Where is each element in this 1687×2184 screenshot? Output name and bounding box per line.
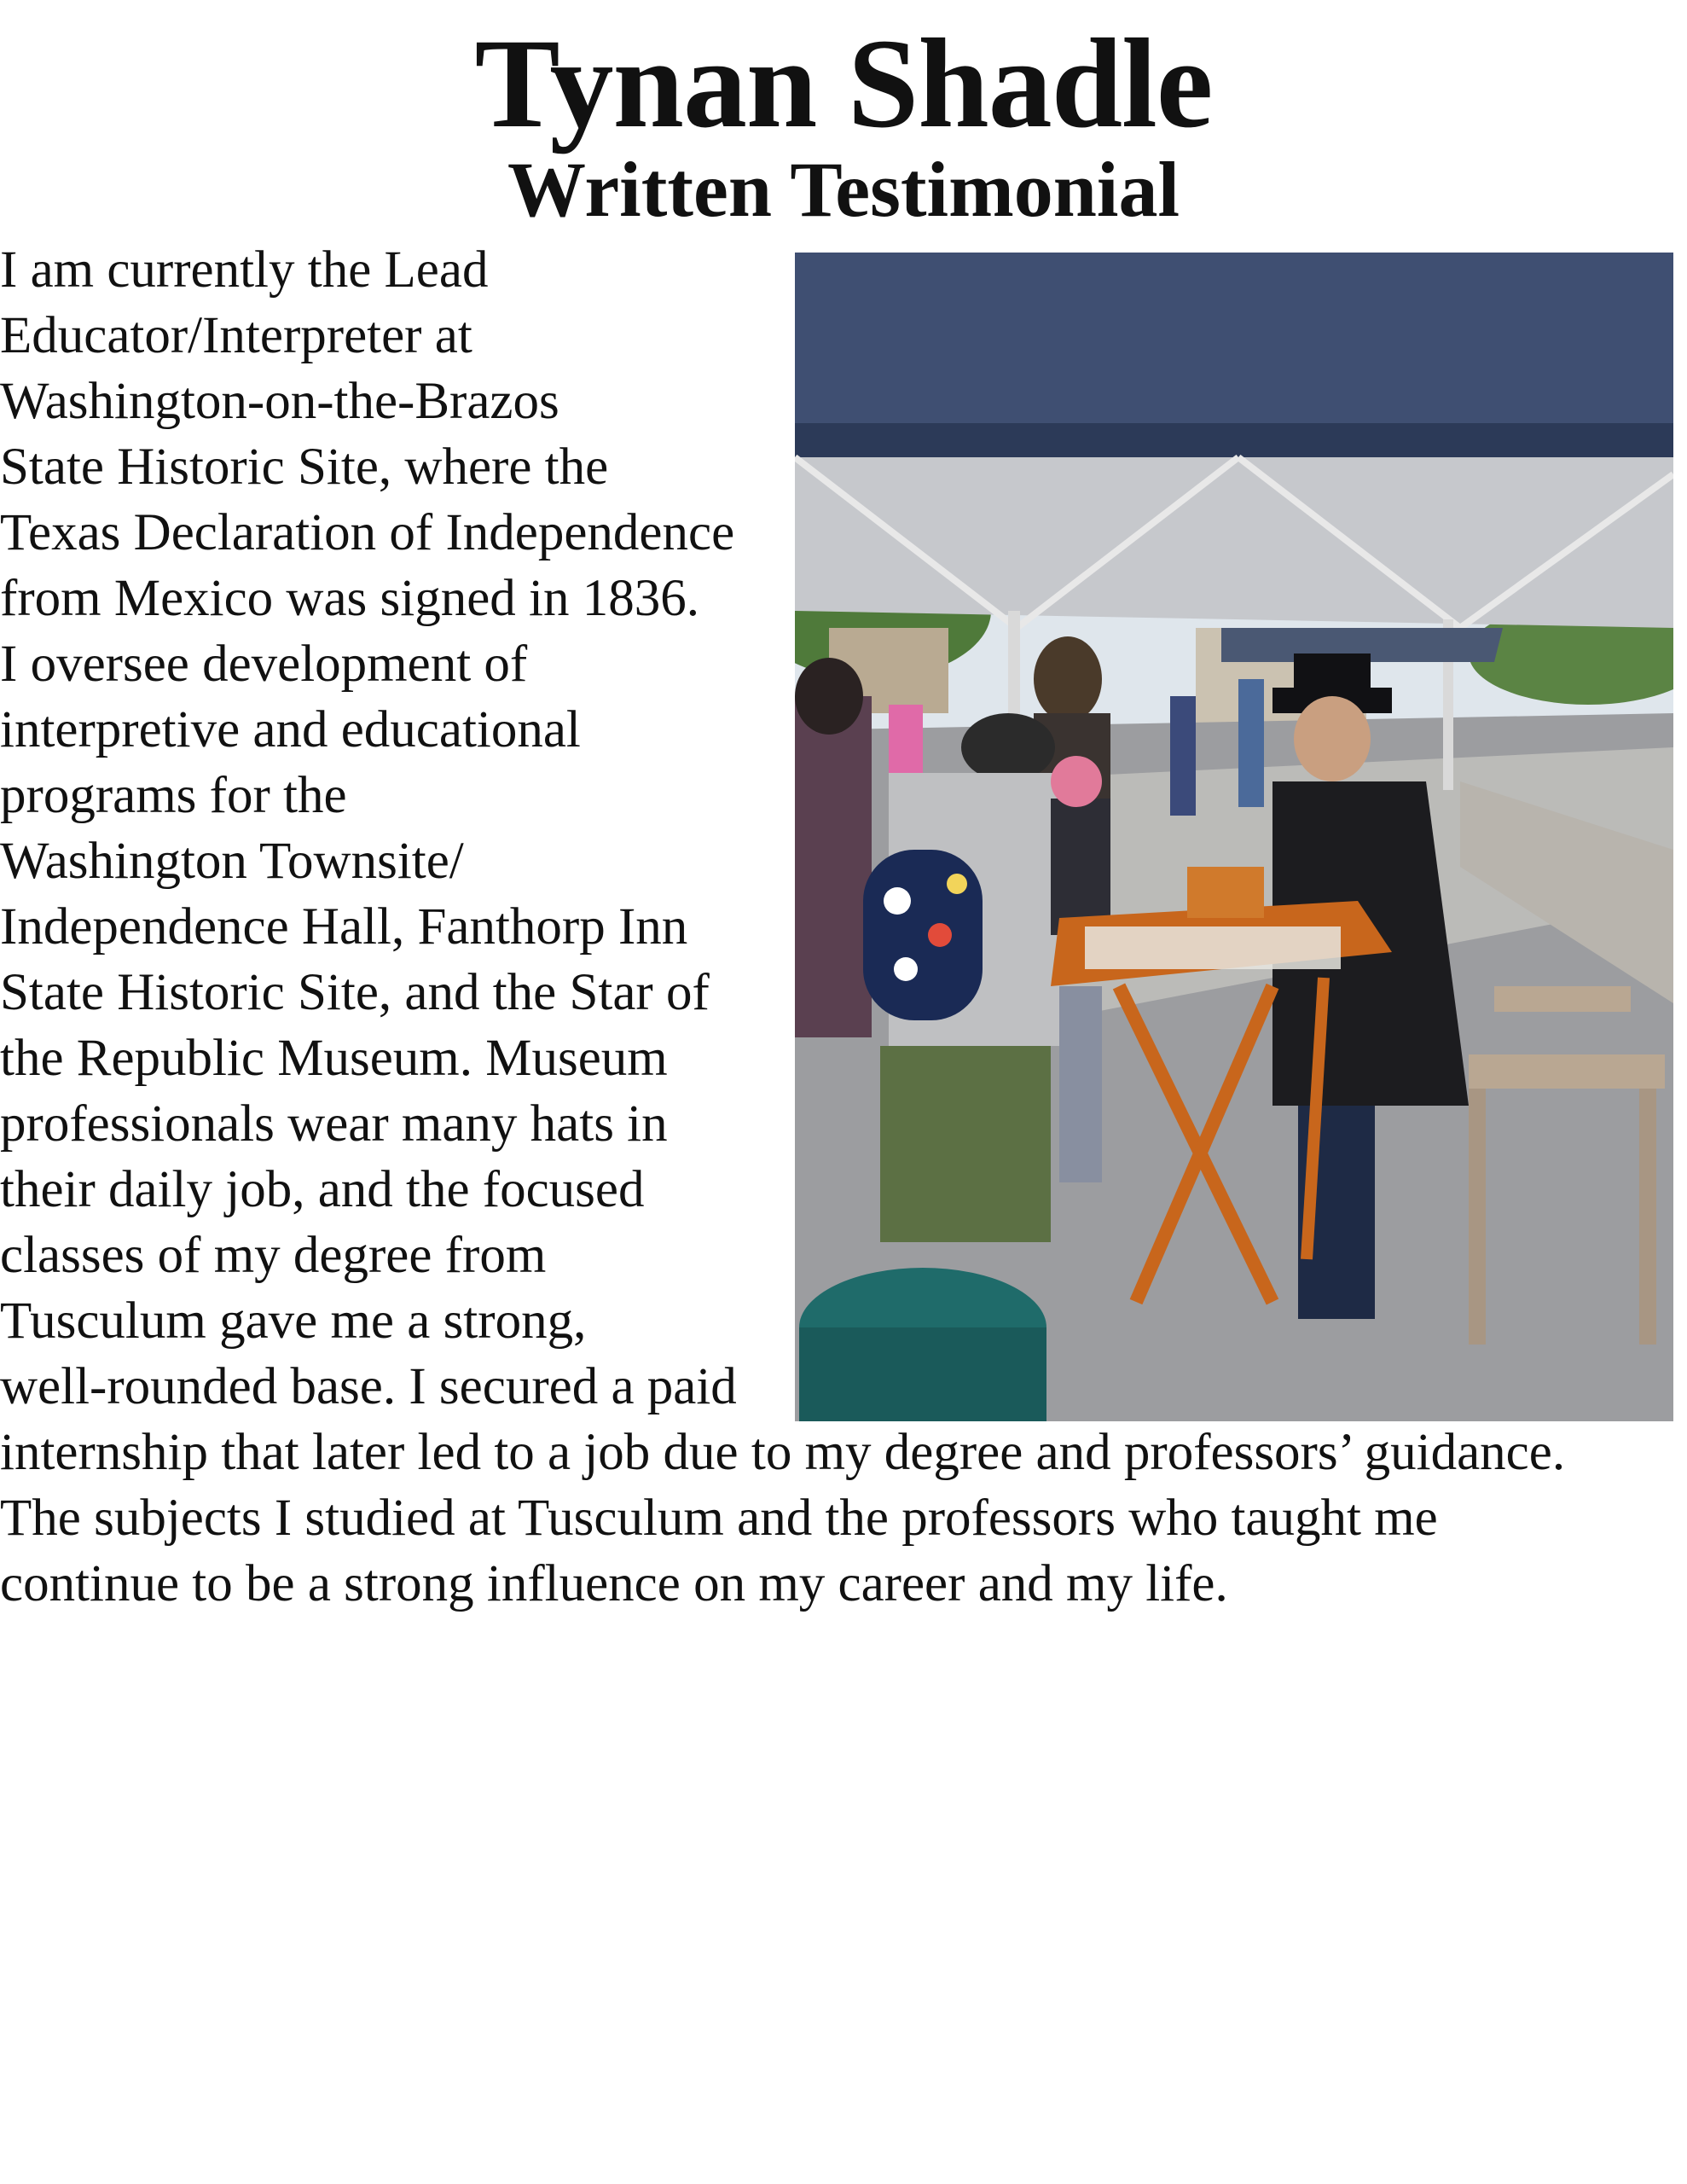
testimonial-line: internship that later led to a job due to my degree and professors’ guidance. <box>0 1424 1566 1481</box>
testimonial-line: Texas Declaration of Independence <box>0 504 735 561</box>
testimonial-line: Washington-on-the-Brazos <box>0 373 559 430</box>
testimonial-line: Tusculum gave me a strong, <box>0 1292 587 1350</box>
testimonial-line: Washington Townsite/ <box>0 833 464 890</box>
testimonial-line: their daily job, and the focused <box>0 1161 645 1218</box>
page-title: Tynan Shadle <box>474 13 1213 154</box>
testimonial-line: The subjects I studied at Tusculum and the professors who taught me <box>0 1490 1438 1547</box>
testimonial-line: well-rounded base. I secured a paid <box>0 1358 737 1415</box>
testimonial-line: interpretive and educational <box>0 701 581 758</box>
testimonial-line: classes of my degree from <box>0 1227 547 1284</box>
page-subtitle: Written Testimonial <box>507 146 1180 233</box>
testimonial-line: continue to be a strong influence on my career and my life. <box>0 1555 1228 1612</box>
testimonial-line: Educator/Interpreter at <box>0 307 472 364</box>
testimonial-line: Independence Hall, Fanthorp Inn <box>0 898 688 956</box>
testimonial-line: the Republic Museum. Museum <box>0 1030 668 1087</box>
testimonial-line: State Historic Site, where the <box>0 439 609 496</box>
testimonial-text <box>0 237 1687 1617</box>
testimonial-line: professionals wear many hats in <box>0 1095 668 1153</box>
testimonial-line: programs for the <box>0 767 347 824</box>
testimonial-line: I oversee development of <box>0 636 528 693</box>
testimonial-line: State Historic Site, and the Star of <box>0 964 710 1021</box>
testimonial-line: from Mexico was signed in 1836. <box>0 570 699 627</box>
testimonial-line: I am currently the Lead <box>0 241 489 299</box>
